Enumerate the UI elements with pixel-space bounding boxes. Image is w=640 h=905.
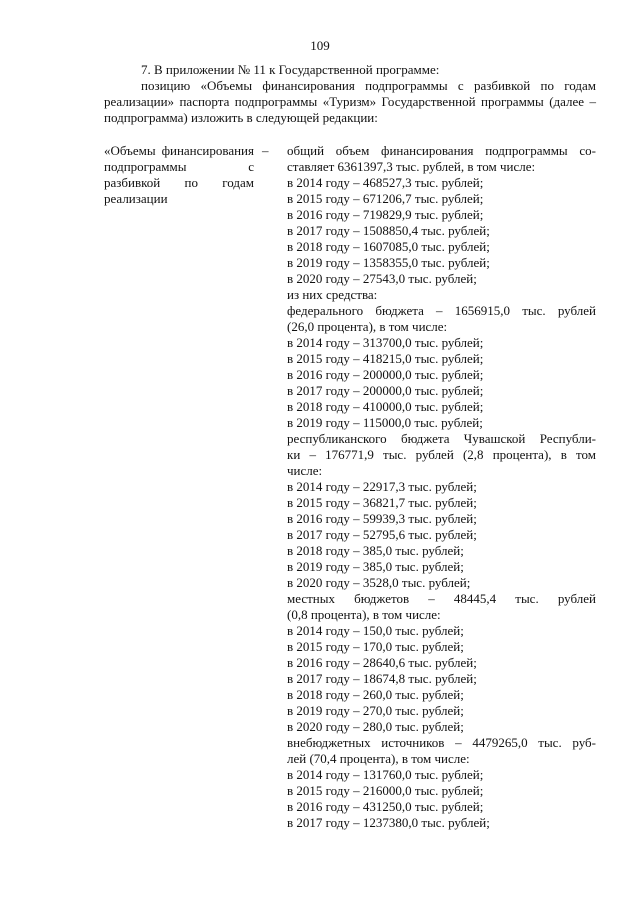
extrabudget-year-line: в 2017 году – 1237380,0 тыс. рублей; [287,815,490,830]
local-year-line: в 2016 году – 28640,6 тыс. рублей; [287,655,477,670]
federal-year-line: в 2016 году – 200000,0 тыс. рублей; [287,367,484,382]
total-year-line: в 2014 году – 468527,3 тыс. рублей; [287,175,484,190]
federal-year-line: в 2017 году – 200000,0 тыс. рублей; [287,383,484,398]
local-line: местных бюджетов – 48445,4 тыс. рублей [287,591,596,606]
federal-line: федерального бюджета – 1656915,0 тыс. рублей [287,303,596,318]
extrabudget-year-line: в 2015 году – 216000,0 тыс. рублей; [287,783,484,798]
intro-item-text: позицию «Объемы финансирования подпрограммы с разбивкой по годам реализации» паспорта подпрограммы «Туризм» Государственной программы (далее – подпрограмма) изложить в следующей редакции: [104,78,596,125]
local-year-line: в 2015 году – 170,0 тыс. рублей; [287,639,464,654]
intro-item-heading: 7. В приложении № 11 к Государственной программе: [141,62,440,77]
republic-year-line: в 2019 году – 385,0 тыс. рублей; [287,559,464,574]
republic-line: числе: [287,463,323,478]
republic-year-line: в 2016 году – 59939,3 тыс. рублей; [287,511,477,526]
local-year-line: в 2014 году – 150,0 тыс. рублей; [287,623,464,638]
federal-line: (26,0 процента), в том числе: [287,319,448,334]
federal-years-list [287,335,596,431]
total-year-line: в 2015 году – 671206,7 тыс. рублей; [287,191,484,206]
financing-details [287,143,596,831]
total-year-line: в 2017 году – 1508850,4 тыс. рублей; [287,223,490,238]
total-year-line: в 2019 году – 1358355,0 тыс. рублей; [287,255,490,270]
total-line: общий объем финансирования подпрограммы со- [287,143,596,158]
federal-year-line: в 2014 году – 313700,0 тыс. рублей; [287,335,484,350]
total-years-list [287,175,596,287]
local-year-line: в 2018 году – 260,0 тыс. рублей; [287,687,464,702]
federal-year-line: в 2019 году – 115000,0 тыс. рублей; [287,415,483,430]
total-year-line: в 2020 году – 27543,0 тыс. рублей; [287,271,477,286]
page-number: 109 [310,38,330,53]
republic-line: республиканского бюджета Чувашской Республи- [287,431,596,446]
local-year-line: в 2020 году – 280,0 тыс. рублей; [287,719,464,734]
total-year-line: в 2018 году – 1607085,0 тыс. рублей; [287,239,490,254]
extrabudget-year-line: в 2016 году – 431250,0 тыс. рублей; [287,799,484,814]
intro-paragraph [104,62,596,126]
republic-line: ки – 176771,9 тыс. рублей (2,8 процента), в том [287,447,596,462]
extrabudget-line: лей (70,4 процента), в том числе: [287,751,470,766]
local-year-line: в 2019 году – 270,0 тыс. рублей; [287,703,464,718]
federal-year-line: в 2018 году – 410000,0 тыс. рублей; [287,399,484,414]
republic-year-line: в 2018 году – 385,0 тыс. рублей; [287,543,464,558]
extrabudget-years-list [287,767,596,831]
local-year-line: в 2017 году – 18674,8 тыс. рублей; [287,671,477,686]
republic-year-line: в 2017 году – 52795,6 тыс. рублей; [287,527,477,542]
total-year-line: в 2016 году – 719829,9 тыс. рублей; [287,207,484,222]
local-line: (0,8 процента), в том числе: [287,607,441,622]
republic-year-line: в 2014 году – 22917,3 тыс. рублей; [287,479,477,494]
total-line: ставляет 6361397,3 тыс. рублей, в том числе: [287,159,536,174]
republic-years-list [287,479,596,591]
republic-year-line: в 2020 году – 3528,0 тыс. рублей; [287,575,471,590]
local-years-list [287,623,596,735]
extrabudget-year-line: в 2014 году – 131760,0 тыс. рублей; [287,767,484,782]
extrabudget-line: внебюджетных источников – 4479265,0 тыс. руб- [287,735,596,750]
sources-heading: из них средства: [287,287,378,302]
position-dash: – [262,143,269,158]
republic-year-line: в 2015 году – 36821,7 тыс. рублей; [287,495,477,510]
federal-year-line: в 2015 году – 418215,0 тыс. рублей; [287,351,484,366]
passport-position-label: «Объемы финансирования подпрограммы с разбивкой по годам реализации [104,143,254,206]
